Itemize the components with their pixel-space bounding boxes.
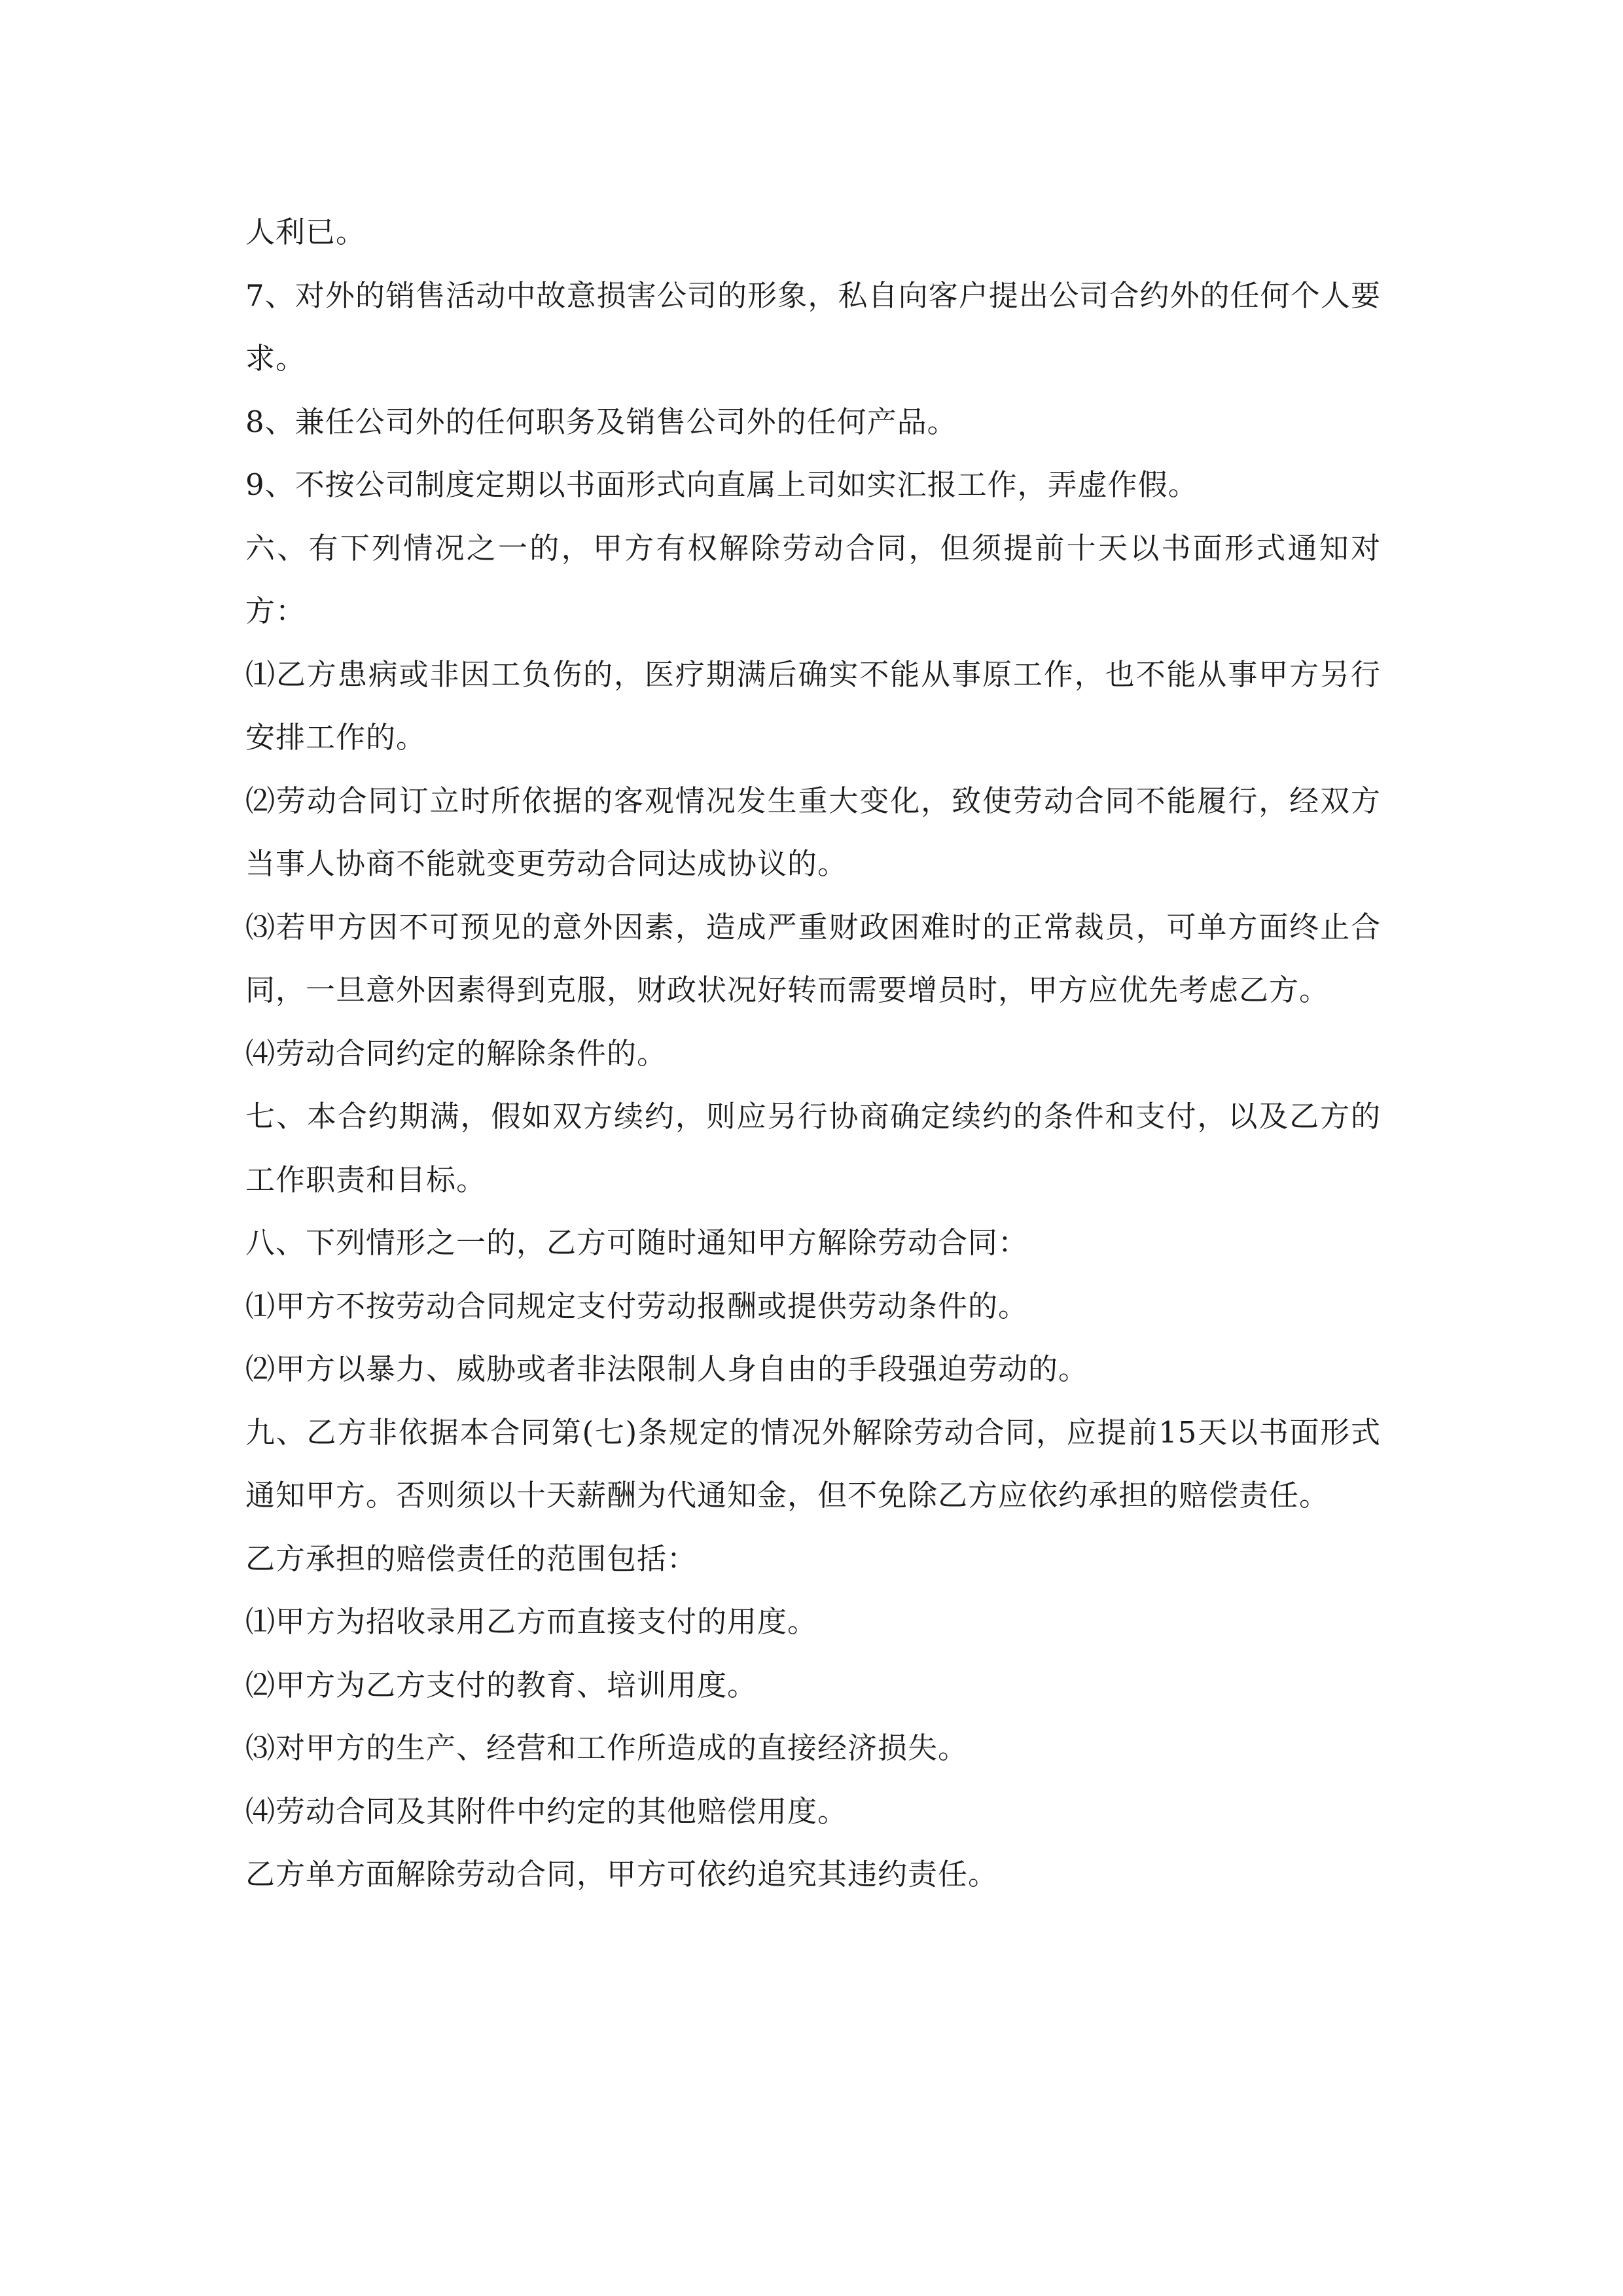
paragraph-compensation-sub-1: ⑴甲方为招收录用乙方而直接支付的用度。 xyxy=(245,1604,818,1639)
document-body xyxy=(245,201,1381,1907)
paragraph-compensation-sub-2: ⑵甲方为乙方支付的教育、培训用度。 xyxy=(245,1667,758,1702)
paragraph-section-8: 八、下列情形之一的，乙方可随时通知甲方解除劳动合同： xyxy=(245,1225,1029,1260)
paragraph-compensation-sub-4: ⑷劳动合同及其附件中约定的其他赔偿用度。 xyxy=(245,1793,848,1829)
paragraph-section-7: 七、本合约期满，假如双方续约，则应另行协商确定续约的条件和支付，以及乙方的工作职责和目标。 xyxy=(245,1099,1381,1197)
paragraph-compensation-scope: 乙方承担的赔偿责任的范围包括： xyxy=(245,1541,698,1576)
paragraph-item-9: 9、不按公司制度定期以书面形式向直属上司如实汇报工作，弄虚作假。 xyxy=(245,467,1198,502)
paragraph-section-6-sub-4: ⑷劳动合同约定的解除条件的。 xyxy=(245,1035,668,1071)
paragraph-item-8: 8、兼任公司外的任何职务及销售公司外的任何产品。 xyxy=(245,404,957,439)
paragraph-section-6-sub-1: ⑴乙方患病或非因工负伤的，医疗期满后确实不能从事原工作，也不能从事甲方另行安排工作的。 xyxy=(245,656,1381,755)
paragraph-continuation: 人利已。 xyxy=(245,215,366,249)
paragraph-section-6-sub-2: ⑵劳动合同订立时所依据的客观情况发生重大变化，致使劳动合同不能履行，经双方当事人协商不能就变更劳动合同达成协议的。 xyxy=(245,783,1381,881)
paragraph-final: 乙方单方面解除劳动合同，甲方可依约追究其违约责任。 xyxy=(245,1857,999,1892)
paragraph-section-8-sub-2: ⑵甲方以暴力、威胁或者非法限制人身自由的手段强迫劳动的。 xyxy=(245,1352,1089,1386)
paragraph-section-8-sub-1: ⑴甲方不按劳动合同规定支付劳动报酬或提供劳动条件的。 xyxy=(245,1288,1029,1323)
paragraph-section-9: 九、乙方非依据本合同第(七)条规定的情况外解除劳动合同，应提前15天以书面形式通知甲方。否则须以十天薪酬为代通知金，但不免除乙方应依约承担的赔偿责任。 xyxy=(245,1414,1381,1513)
paragraph-section-6: 六、有下列情况之一的，甲方有权解除劳动合同，但须提前十天以书面形式通知对方： xyxy=(245,530,1381,628)
paragraph-item-7: 7、对外的销售活动中故意损害公司的形象，私自向客户提出公司合约外的任何个人要求。 xyxy=(245,278,1381,376)
paragraph-section-6-sub-3: ⑶若甲方因不可预见的意外因素，造成严重财政困难时的正常裁员，可单方面终止合同，一旦意外因素得到克服，财政状况好转而需要增员时，甲方应优先考虑乙方。 xyxy=(245,909,1381,1007)
paragraph-compensation-sub-3: ⑶对甲方的生产、经营和工作所造成的直接经济损失。 xyxy=(245,1731,969,1765)
